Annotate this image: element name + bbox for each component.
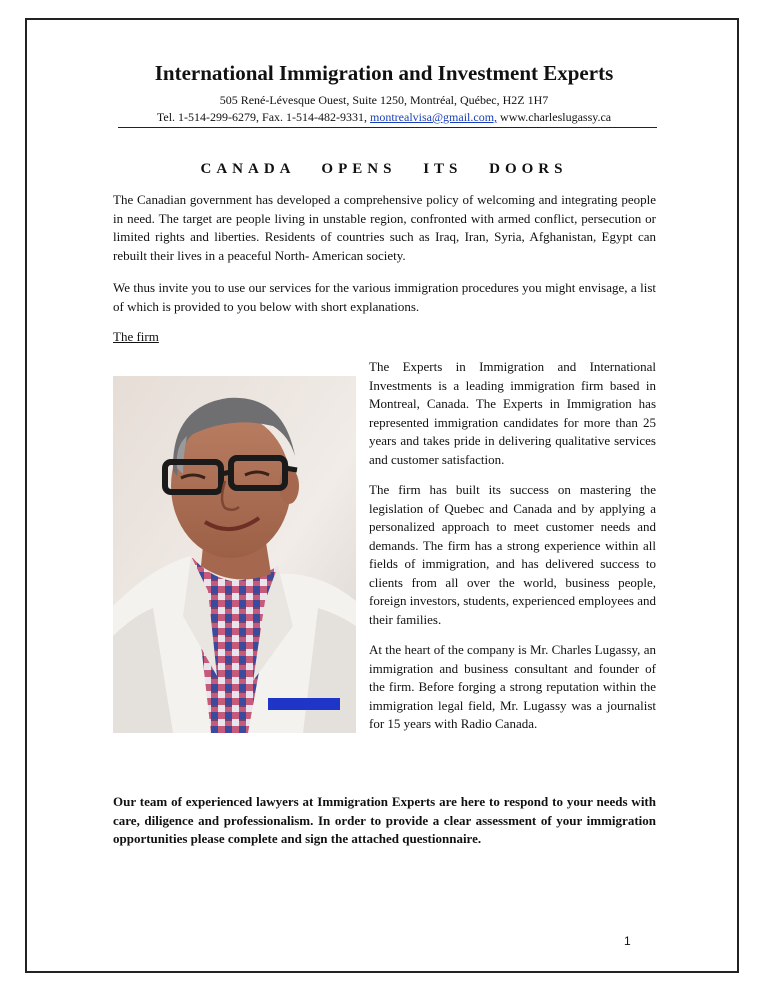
phone-fax: Tel. 1-514-299-6279, Fax. 1-514-482-9331, xyxy=(156,110,368,124)
firm-paragraph-3: At the heart of the company is Mr. Charles Lugassy, an immigration and business consultant and founder of the firm. Before forging a strong reputation within the immigration legal field, Mr. Lugassy was a journalist for 15 years with Radio Canada. xyxy=(369,642,656,731)
page-number: 1 xyxy=(624,934,631,948)
firm-paragraph-2: The firm has built its success on mastering the legislation of Quebec and Canada and by applying a personalized approach to meet customer needs and demands. The firm has a strong experience within all fields of immigration, and has delivered success to clients from all over the world, business people, foreign investors, students, experienced employees and their families. xyxy=(369,482,656,627)
website: www.charleslugassy.ca xyxy=(500,110,612,124)
intro-paragraph-1: The Canadian government has developed a comprehensive policy of welcoming and integrating people in need. The target are people living in unstable region, confronted with armed conflict, persecution or limited rights and liberties. Residents of countries such as Iraq, Iran, Syria, Afghanistan, Egypt can rebuilt their lives in a peaceful North- American society. xyxy=(113,192,656,263)
closing-statement: Our team of experienced lawyers at Immigration Experts are here to respond to your needs with care, diligence and professionalism. In order to provide a clear assessment of your immigration opportunities please complete and sign the attached questionnaire. xyxy=(113,794,656,846)
header-divider xyxy=(118,127,657,128)
intro-paragraph-2: We thus invite you to use our services for the various immigration procedures you might envisage, a list of which is provided to you below with short explanations. xyxy=(113,280,656,314)
section-title: CANADA OPENS ITS DOORS xyxy=(200,161,568,177)
portrait-illustration xyxy=(113,376,356,733)
letterhead-contact xyxy=(0,110,768,125)
firm-heading: The firm xyxy=(113,329,159,344)
firm-paragraph-1: The Experts in Immigration and International Investments is a leading immigration firm based in Montreal, Canada. The Experts in Immigration has represented immigration candidates for more than 25 years and takes pride in delivering qualitative services and customer satisfaction. xyxy=(369,359,656,467)
portrait-photo xyxy=(113,376,356,733)
email-link[interactable]: montrealvisa@gmail.com, xyxy=(370,110,498,124)
letterhead-title: International Immigration and Investment Experts xyxy=(154,61,614,85)
letterhead-address: 505 René-Lévesque Ouest, Suite 1250, Montréal, Québec, H2Z 1H7 xyxy=(219,93,549,107)
